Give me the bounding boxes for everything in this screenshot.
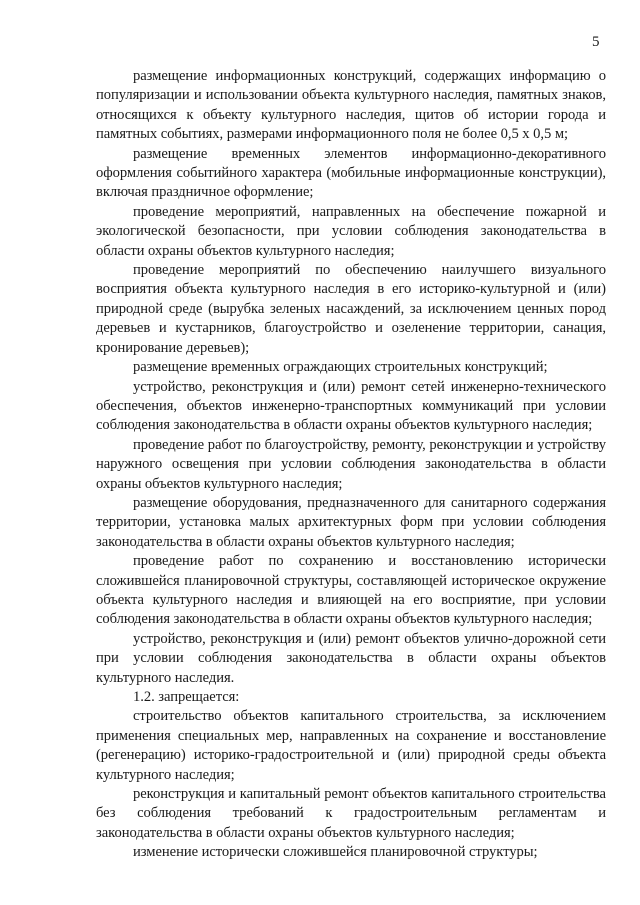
paragraph-sanitary-equipment: размещение оборудования, предназначенного для санитарного содержания территории, установка малых архитектурных форм при условии соблюдения законодательства в области охраны объектов культурного наследия; xyxy=(96,494,606,550)
page-number: 5 xyxy=(592,34,600,50)
paragraph-planning-structure-change: изменение исторически сложившейся планировочной структуры; xyxy=(133,844,538,861)
paragraph-temporary-decor: размещение временных элементов информационно-декоративного оформления событийного характера (мобильные информационные конструкции), включая праздничное оформление; xyxy=(96,145,606,201)
paragraph-info-constructions: размещение информационных конструкций, содержащих информацию о популяризации и использовании объекта культурного наследия, памятных знаков, относящихся к объекту культурного наследия, щитов об истории города и памятных событиях, размерами информационного поля не более 0,5 х 0,5 м; xyxy=(96,68,606,143)
section-heading-prohibited: 1.2. запрещается: xyxy=(133,689,240,705)
paragraph-visual-perception: проведение мероприятий по обеспечению наилучшего визуального восприятия объекта культурного наследия в его историко-культурной и (или) природной среде (вырубка зеленых насаждений, за исключением ценных пород деревьев и кустарников, благоустройство и озеленение территории, санация, кронирование деревьев); xyxy=(96,262,606,356)
paragraph-improvement-lighting: проведение работ по благоустройству, ремонту, реконструкции и устройству наружного освещения при условии соблюдения законодательства в области охраны объектов культурного наследия; xyxy=(96,436,606,492)
paragraph-road-network: устройство, реконструкция и (или) ремонт объектов улично-дорожной сети при условии соблюдения законодательства в области охраны объектов культурного наследия. xyxy=(96,630,606,686)
paragraph-temporary-fences: размещение временных ограждающих строительных конструкций; xyxy=(133,359,548,376)
paragraph-capital-construction: строительство объектов капитального строительства, за исключением применения специальных мер, направленных на сохранение и восстановление (регенерацию) историко-градостроительной и (или) природной среды объекта культурного наследия; xyxy=(96,708,606,783)
document-body xyxy=(96,67,606,863)
paragraph-engineering-networks: устройство, реконструкция и (или) ремонт сетей инженерно-технического обеспечения, объектов инженерно-транспортных коммуникаций при условии соблюдения законодательства в области охраны объектов культурного наследия; xyxy=(96,378,606,434)
paragraph-historic-structure-restoration: проведение работ по сохранению и восстановлению исторически сложившейся планировочной структуры, составляющей историческое окружение объекта культурного наследия и влияющей на его восприятие, при условии соблюдения законодательства в области охраны объектов культурного наследия; xyxy=(96,553,606,628)
paragraph-reconstruction-repair: реконструкция и капитальный ремонт объектов капитального строительства без соблюдения требований к градостроительным регламентам и законодательства в области охраны объектов культурного наследия; xyxy=(96,786,606,841)
paragraph-fire-safety: проведение мероприятий, направленных на обеспечение пожарной и экологической безопасности, при условии соблюдения законодательства в области охраны объектов культурного наследия; xyxy=(96,203,606,259)
